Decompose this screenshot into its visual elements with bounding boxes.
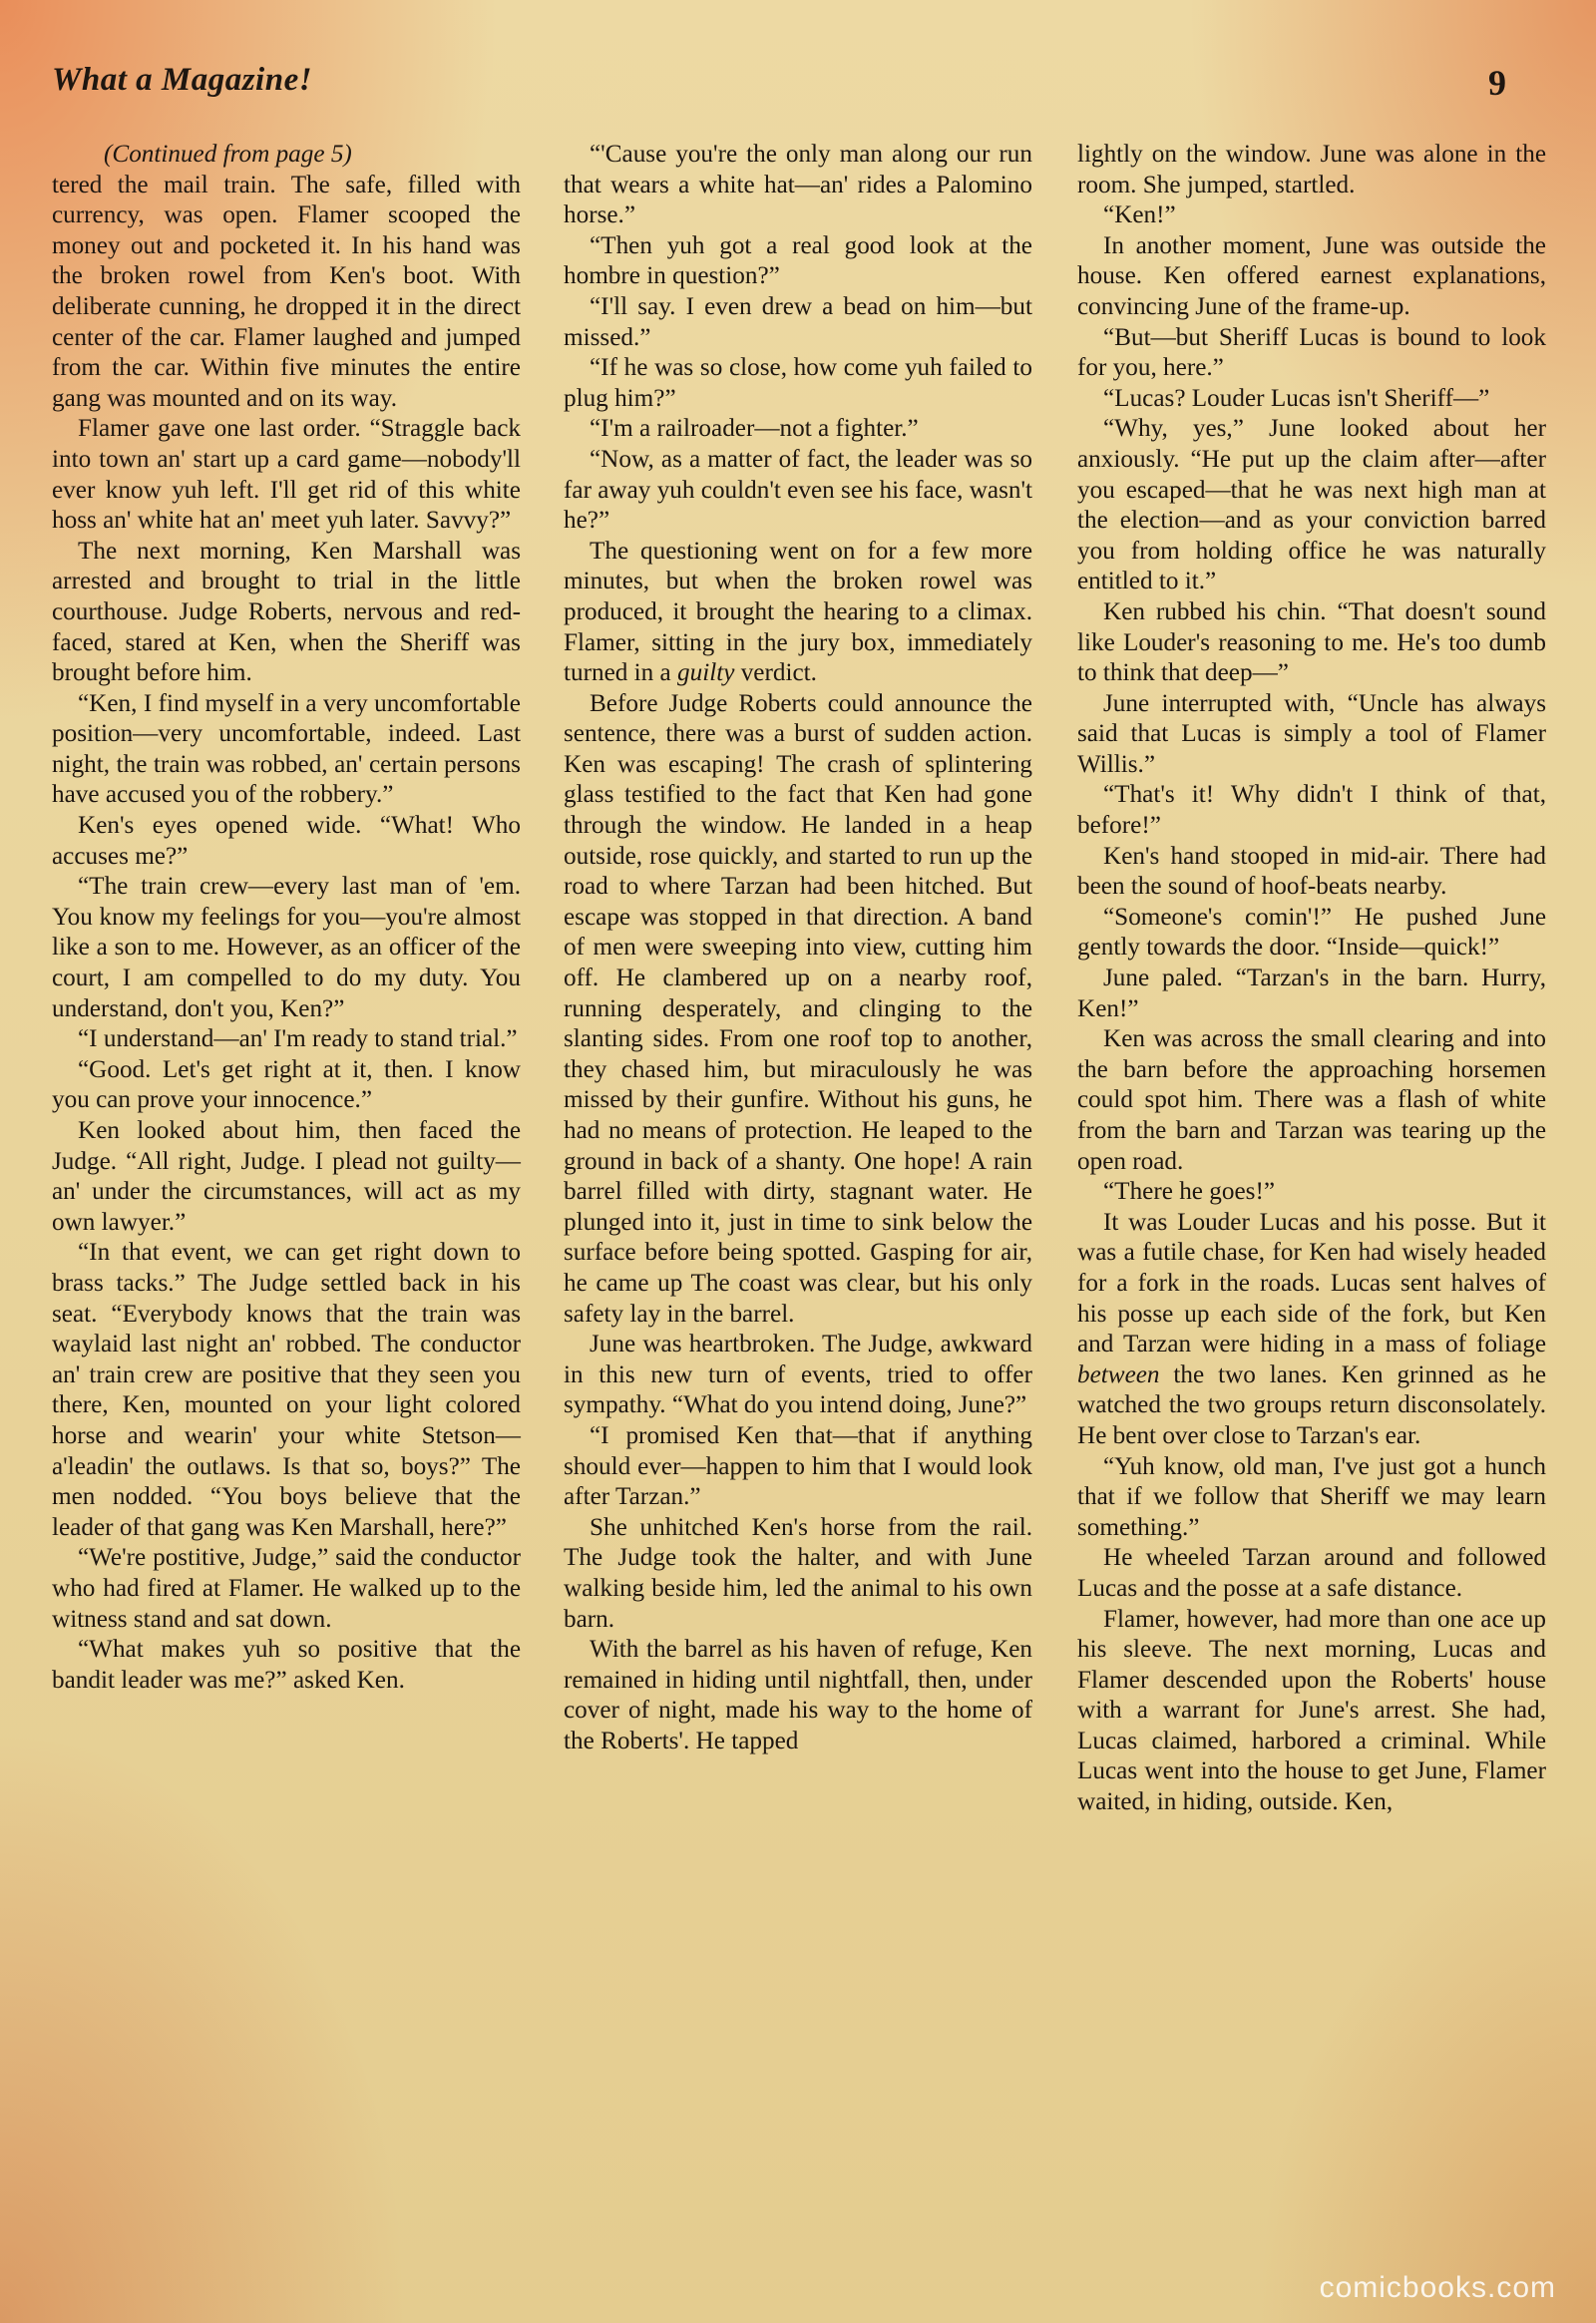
paragraph: Ken's hand stooped in mid-air. There had been the sound of hoof-beats nearby.	[1077, 842, 1546, 901]
paragraph	[1077, 1208, 1546, 1452]
text-run: verdict.	[734, 659, 817, 687]
paragraph: “In that event, we can get right down to brass tacks.” The Judge settled back in his seat. “Everybody knows that the train was waylaid last night an' robbed. The conductor an' train crew are positive that they seen you there, Ken, mounted on your light colored horse and wearin' your white Stetson—a'leadin' the outlaws. Is that so, boys?” The men nodded. “You boys believe that the leader of that gang was Ken Marshall, here?”	[52, 1239, 521, 1541]
paragraph: lightly on the window. June was alone in the room. She jumped, startled.	[1077, 141, 1546, 198]
paragraph: She unhitched Ken's horse from the rail. The Judge took the halter, and with June walking beside him, led the animal to his own barn.	[564, 1513, 1032, 1633]
paragraph: “I'll say. I even drew a bead on him—but missed.”	[564, 292, 1032, 351]
paragraph: With the barrel as his haven of refuge, Ken remained in hiding until nightfall, then, under cover of night, made his way to the home of the Roberts'. He tapped	[564, 1636, 1032, 1754]
text-run: The questioning went on for a few more minutes, but when the broken rowel was produced, it brought the hearing to a climax. Flamer, sitting in the jury box, immediately turned in a	[564, 537, 1032, 687]
italic-word: guilty	[677, 659, 735, 687]
text-column-2	[564, 140, 1032, 1756]
paragraph: Ken looked about him, then faced the Judge. “All right, Judge. I plead not guilty—an' under the circumstances, will act as my own lawyer.”	[52, 1117, 521, 1236]
page-header	[52, 62, 1506, 112]
paragraph: “Yuh know, old man, I've just got a hunch that if we follow that Sheriff we may learn something.”	[1077, 1452, 1546, 1541]
paragraph: In another moment, June was outside the house. Ken offered earnest explanations, convincing June of the frame-up.	[1077, 231, 1546, 320]
paragraph: “I understand—an' I'm ready to stand trial.”	[78, 1025, 518, 1053]
text-column-1	[52, 140, 521, 1696]
paragraph: “Why, yes,” June looked about her anxiously. “He put up the claim after—after you escaped—that he was next high man at the election—and as your conviction barred you from holding office he was naturally entitled to it.”	[1077, 415, 1546, 595]
paragraph: June was heartbroken. The Judge, awkward in this new turn of events, tried to offer sympathy. “What do you intend doing, June?”	[564, 1331, 1032, 1419]
paragraph: “But—but Sheriff Lucas is bound to look for you, here.”	[1077, 323, 1546, 382]
paragraph: Before Judge Roberts could announce the sentence, there was a burst of sudden action. Ken was escaping! The crash of splintering glass testified to the fact that Ken had gone through the window. He landed in a heap outside, rose quickly, and started to run up the road to where Tarzan had been hitched. But escape was stopped in that direction. A band of men were sweeping into view, cutting him off. He clambered up on a nearby roof, running desperately, and clinging to the slanting sides. From one roof top to another, they chased him, but miraculously he was missed by their gunfire. Without his guns, he had no means of protection. He leaped to the ground in back of a shanty. One hope! A rain barrel filled with dirty, stagnant water. He plunged into it, just in time to sink below the surface before being spotted. Gasping for air, he came up The coast was clear, but his only safety lay in the barrel.	[564, 689, 1032, 1328]
text-column-3	[1077, 140, 1546, 1818]
paragraph: “Lucas? Louder Lucas isn't Sheriff—”	[1103, 384, 1490, 412]
page-number: 9	[1488, 63, 1506, 103]
source-watermark: comicbooks.com	[1319, 2271, 1556, 2304]
paragraph: “I'm a railroader—not a fighter.”	[590, 415, 919, 443]
paragraph: “That's it! Why didn't I think of that, before!”	[1077, 781, 1546, 840]
paragraph: “If he was so close, how come yuh failed to plug him?”	[564, 354, 1032, 412]
continued-note: (Continued from page 5)	[104, 141, 352, 168]
paragraph: Ken's eyes opened wide. “What! Who accuses me?”	[52, 812, 521, 870]
paragraph: June interrupted with, “Uncle has always said that Lucas is simply a tool of Flamer Willis.”	[1077, 689, 1546, 778]
paragraph: “What makes yuh so positive that the bandit leader was me?” asked Ken.	[52, 1636, 521, 1694]
paragraph: “I promised Ken that—that if anything should ever—happen to him that I would look after Tarzan.”	[564, 1421, 1032, 1511]
paragraph: “The train crew—every last man of 'em. You know my feelings for you—you're almost like a son to me. However, as an officer of the court, I am compelled to do my duty. You understand, don't you, Ken?”	[52, 873, 521, 1022]
paragraph: tered the mail train. The safe, filled with currency, was open. Flamer scooped the money out and pocketed it. In his hand was the broken rowel from Ken's boot. With deliberate cunning, he dropped it in the direct center of the car. Flamer laughed and jumped from the car. Within five minutes the entire gang was mounted and on its way.	[52, 171, 521, 412]
magazine-title: What a Magazine!	[52, 62, 313, 98]
paragraph: “'Cause you're the only man along our run that wears a white hat—an' rides a Palomino horse.”	[564, 141, 1032, 229]
paragraph: “Ken!”	[1103, 201, 1176, 229]
paragraph: “Then yuh got a real good look at the hombre in question?”	[564, 231, 1032, 290]
paragraph: Ken was across the small clearing and into the barn before the approaching horsemen could spot him. There was a flash of white from the barn and Tarzan was tearing up the open road.	[1077, 1025, 1546, 1175]
paragraph: The next morning, Ken Marshall was arrested and brought to trial in the little courthouse. Judge Roberts, nervous and red-faced, stared at Ken, when the Sheriff was brought before him.	[52, 537, 521, 687]
paragraph: “There he goes!”	[1103, 1178, 1276, 1206]
paragraph: Ken rubbed his chin. “That doesn't sound like Louder's reasoning to me. He's too dumb to think that deep—”	[1077, 597, 1546, 687]
paragraph: Flamer gave one last order. “Straggle back into town an' start up a card game—nobody'll ever know yuh left. I'll get rid of this white hoss an' white hat an' meet yuh later. Savvy?”	[52, 415, 521, 535]
italic-word: between	[1077, 1360, 1160, 1388]
paragraph: “Someone's comin'!” He pushed June gently towards the door. “Inside—quick!”	[1077, 903, 1546, 962]
paragraph	[564, 537, 1032, 689]
paragraph: “We're postitive, Judge,” said the conductor who had fired at Flamer. He walked up to the witness stand and sat down.	[52, 1544, 521, 1633]
paragraph: “Now, as a matter of fact, the leader was so far away yuh couldn't even see his face, wasn't he?”	[564, 445, 1032, 535]
text-run: the two lanes. Ken grinned as he watched the two groups return disconsolately. He bent over close to Tarzan's ear.	[1077, 1360, 1546, 1449]
text-run: It was Louder Lucas and his posse. But it was a futile chase, for Ken had wisely headed for a fork in the roads. Lucas sent halves of his posse up each side of the fork, but Ken and Tarzan were hiding in a mass of foliage	[1077, 1208, 1546, 1358]
paragraph: June paled. “Tarzan's in the barn. Hurry, Ken!”	[1077, 965, 1546, 1022]
paragraph: He wheeled Tarzan around and followed Lucas and the posse at a safe distance.	[1077, 1544, 1546, 1602]
paragraph: “Ken, I find myself in a very uncomfortable position—very uncomfortable, indeed. Last night, the train was robbed, an' certain persons have accused you of the robbery.”	[52, 689, 521, 809]
paragraph: Flamer, however, had more than one ace up his sleeve. The next morning, Lucas and Flamer descended upon the Roberts' house with a warrant for June's arrest. She had, Lucas claimed, harbored a criminal. While Lucas went into the house to get June, Flamer waited, in hiding, outside. Ken,	[1077, 1605, 1546, 1816]
paragraph: “Good. Let's get right at it, then. I know you can prove your innocence.”	[52, 1055, 521, 1114]
